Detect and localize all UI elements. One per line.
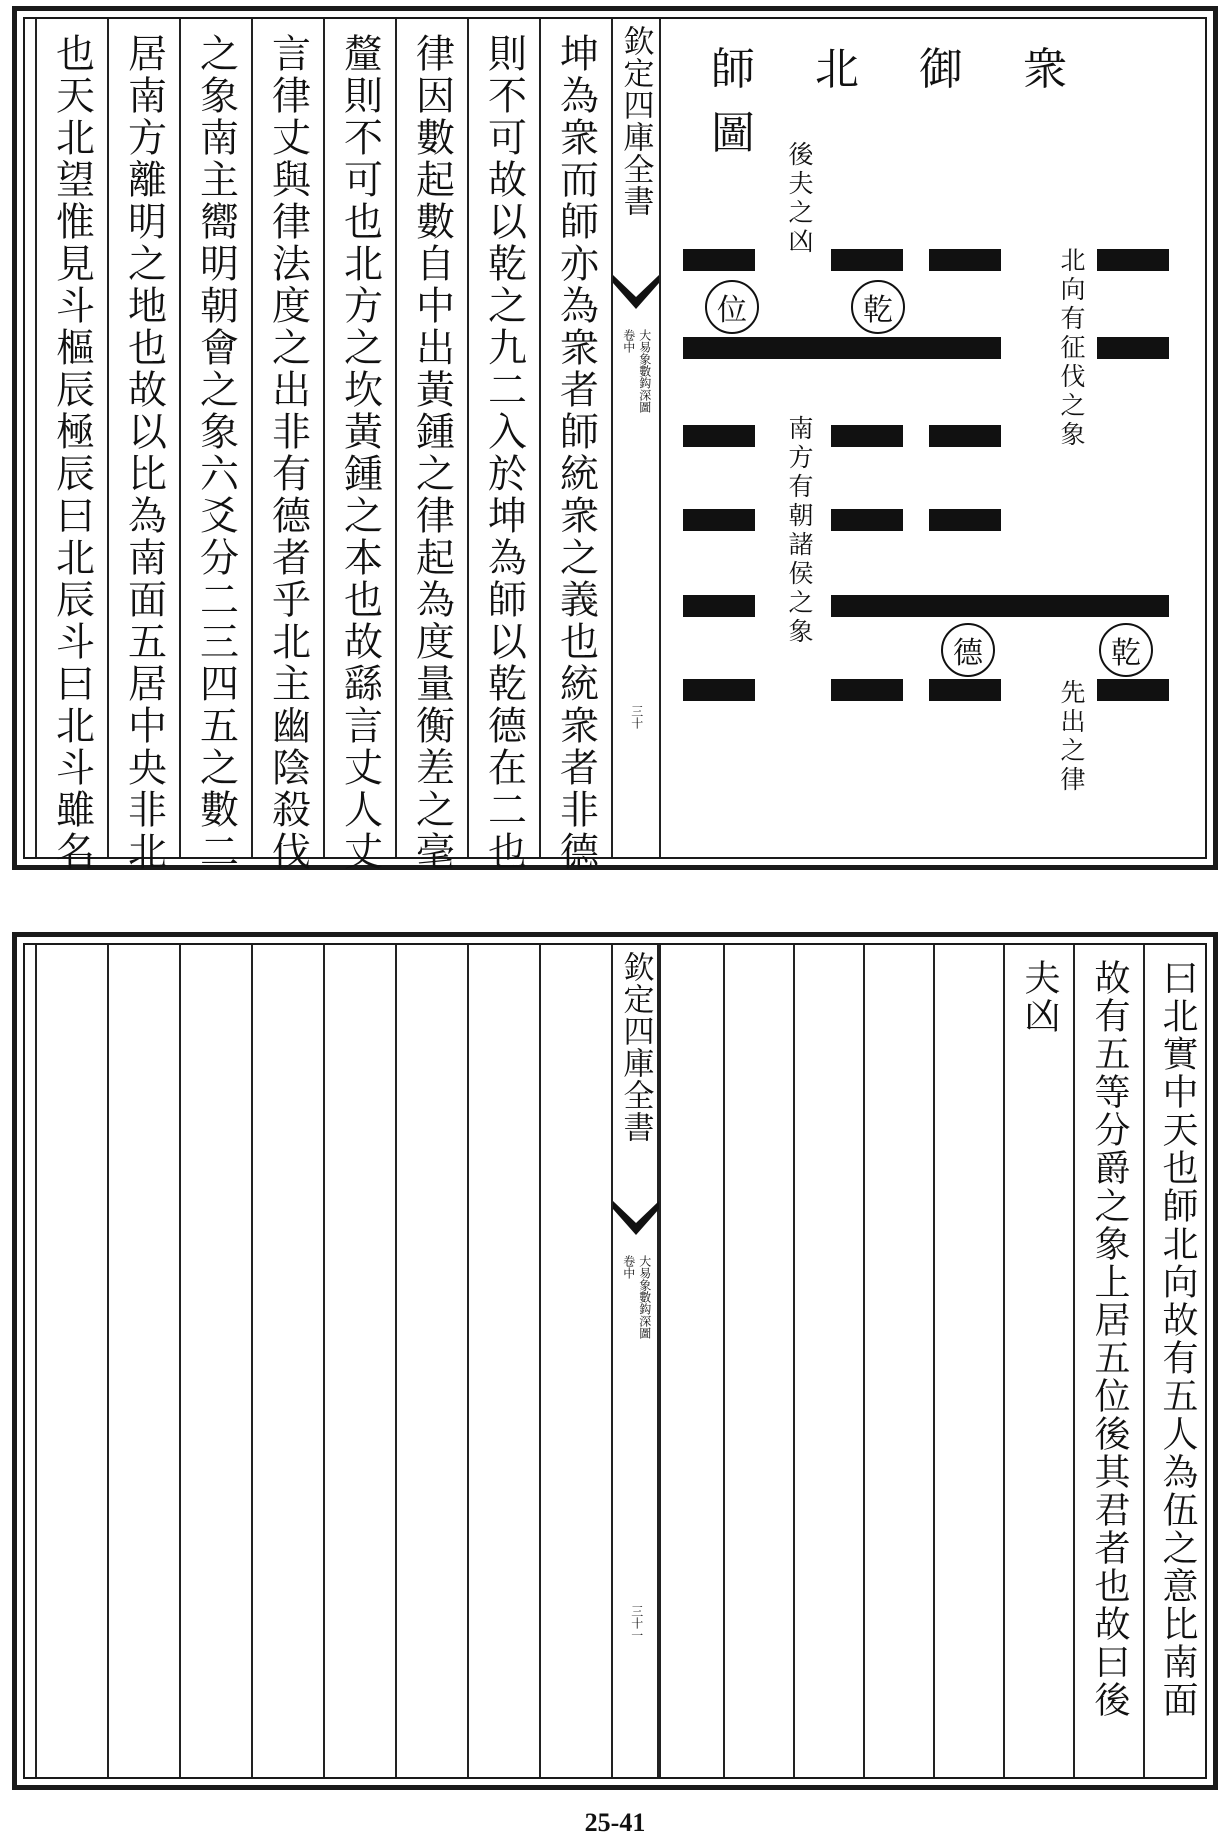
circle-wei: 位 (705, 280, 759, 334)
yin-bar (831, 425, 903, 447)
margin-title: 欽定四庫全書 (617, 951, 654, 1143)
column-text: 夫凶 (1019, 959, 1060, 1035)
empty-column (467, 945, 539, 1777)
yin-bar (1097, 679, 1169, 701)
diagram-panel (661, 19, 1205, 857)
yin-bar (929, 249, 1001, 271)
margin-title: 欽定四庫全書 (617, 25, 654, 217)
empty-column (35, 945, 107, 1777)
empty-column (863, 945, 933, 1777)
empty-column (179, 945, 251, 1777)
label-xianchu: 先出之律 (1057, 679, 1086, 795)
top-center-margin (611, 19, 661, 857)
column-text: 也天北望惟見斗樞辰極辰曰北辰斗曰北斗雖名 (49, 33, 95, 873)
top-page-frame (23, 17, 1207, 873)
text-column (539, 19, 611, 873)
text-column (1073, 945, 1143, 1777)
yin-bar (929, 337, 1001, 359)
margin-volume: 卷中 (621, 329, 636, 353)
margin-page-number: 三十一 (629, 1605, 644, 1641)
circle-de: 德 (941, 623, 995, 677)
text-column (107, 19, 179, 873)
text-column (395, 19, 467, 873)
text-column (323, 19, 395, 873)
top-page (12, 6, 1218, 873)
empty-column (539, 945, 611, 1777)
empty-column (657, 945, 723, 1777)
yin-bar (683, 509, 755, 531)
text-column (1143, 945, 1209, 1777)
yin-bar (683, 425, 755, 447)
yin-bar (683, 679, 755, 701)
yin-bar (929, 425, 1001, 447)
fish-tail-mark (613, 271, 659, 311)
empty-column (107, 945, 179, 1777)
yin-bar (929, 509, 1001, 531)
label-beixiang: 北向有征伐之象 (1057, 247, 1086, 450)
yin-bar (929, 679, 1001, 701)
bottom-page-frame (23, 943, 1207, 1779)
margin-book-title: 大易象數鈎深圖 (637, 1255, 652, 1339)
bottom-center-margin (611, 945, 661, 1777)
diagram-title-text: 師北御衆圖 (711, 44, 1127, 159)
bottom-page (12, 932, 1218, 1790)
column-text: 故有五等分爵之象上居五位後其君者也故曰後 (1089, 959, 1130, 1719)
empty-column (395, 945, 467, 1777)
yang-bar (683, 337, 935, 359)
margin-volume: 卷中 (621, 1255, 636, 1279)
empty-column (933, 945, 1003, 1777)
text-column (1003, 945, 1073, 1777)
fish-tail-mark (613, 1197, 659, 1237)
column-text: 則不可故以乾之九二入於坤為師以乾德在二也 (481, 33, 527, 873)
column-text: 曰北實中天也師北向故有五人為伍之意比南面 (1157, 959, 1198, 1719)
yin-bar (831, 249, 903, 271)
column-text: 之象南主嚮明朝會之象六爻分二三四五之數二 (193, 33, 239, 873)
yang-bar (831, 595, 1169, 617)
yin-bar (683, 249, 755, 271)
column-text: 坤為衆而師亦為衆者師統衆之義也統衆者非德 (553, 33, 599, 873)
yin-bar (683, 595, 755, 617)
empty-column (723, 945, 793, 1777)
empty-column (793, 945, 863, 1777)
yin-bar (1097, 249, 1169, 271)
label-houfu: 後夫之凶 (785, 141, 814, 257)
label-nanfang: 南方有朝諸侯之象 (785, 415, 814, 647)
text-column (251, 19, 323, 873)
column-text: 言律丈與律法度之出非有德者乎北主幽陰殺伐 (265, 33, 311, 873)
column-text: 律因數起數自中出黃鍾之律起為度量衡差之毫 (409, 33, 455, 873)
empty-column (323, 945, 395, 1777)
empty-column (251, 945, 323, 1777)
margin-page-number: 三十 (629, 705, 644, 729)
yin-bar (831, 509, 903, 531)
text-column (467, 19, 539, 873)
margin-book-title: 大易象數鈎深圖 (637, 329, 652, 413)
yin-bar (1097, 337, 1169, 359)
yin-bar (831, 679, 903, 701)
column-text: 釐則不可也北方之坎黃鍾之本也故繇言丈人丈 (337, 33, 383, 873)
circle-qian-lower: 乾 (1099, 623, 1153, 677)
column-text: 居南方離明之地也故以比為南面五居中央非北 (121, 33, 167, 873)
text-column (179, 19, 251, 873)
text-column (35, 19, 107, 873)
page-footer-number: 25-41 (584, 1808, 646, 1837)
circle-qian-upper: 乾 (851, 280, 905, 334)
